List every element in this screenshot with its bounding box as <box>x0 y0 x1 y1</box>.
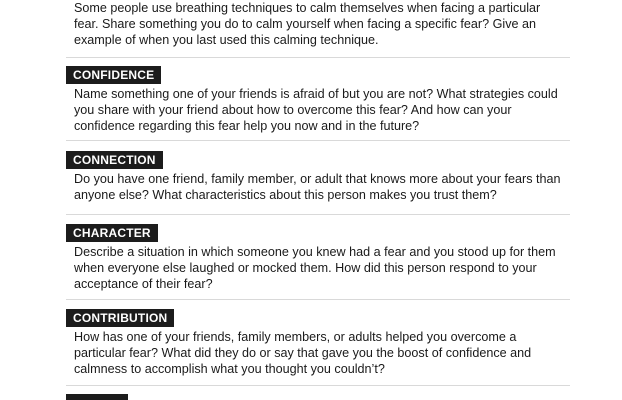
divider <box>66 57 570 58</box>
divider <box>66 214 570 215</box>
contribution-text: How has one of your friends, family members, or adults helped you overcome a particular fear? What did they do or say that gave you the boost of confidence and calmness to accomplish what you thought you couldn’t? <box>74 330 532 376</box>
character-label: CHARACTER <box>66 224 158 242</box>
intro-text: Some people use breathing techniques to calm themselves when facing a particular fear. Share something you do to calm yourself when facing a specific fear? Give an example of when you last used this calming technique. <box>74 1 541 47</box>
character-text: Describe a situation in which someone you knew had a fear and you stood up for them when everyone else laughed or mocked them. How did this person respond to your acceptance of their fear? <box>74 245 556 291</box>
divider <box>66 299 570 300</box>
confidence-text: Name something one of your friends is afraid of but you are not? What strategies could you share with your friend about how to overcome this fear? And how can your confidence regarding this fear help you now and in the future? <box>74 87 558 133</box>
connection-label: CONNECTION <box>66 151 163 169</box>
contribution-label: CONTRIBUTION <box>66 309 174 327</box>
confidence-label: CONFIDENCE <box>66 66 161 84</box>
divider <box>66 140 570 141</box>
divider <box>66 385 570 386</box>
next-section-label <box>66 394 128 400</box>
connection-text: Do you have one friend, family member, or adult that knows more about your fears than anyone else? What characteristics about this person makes you trust them? <box>74 172 561 202</box>
